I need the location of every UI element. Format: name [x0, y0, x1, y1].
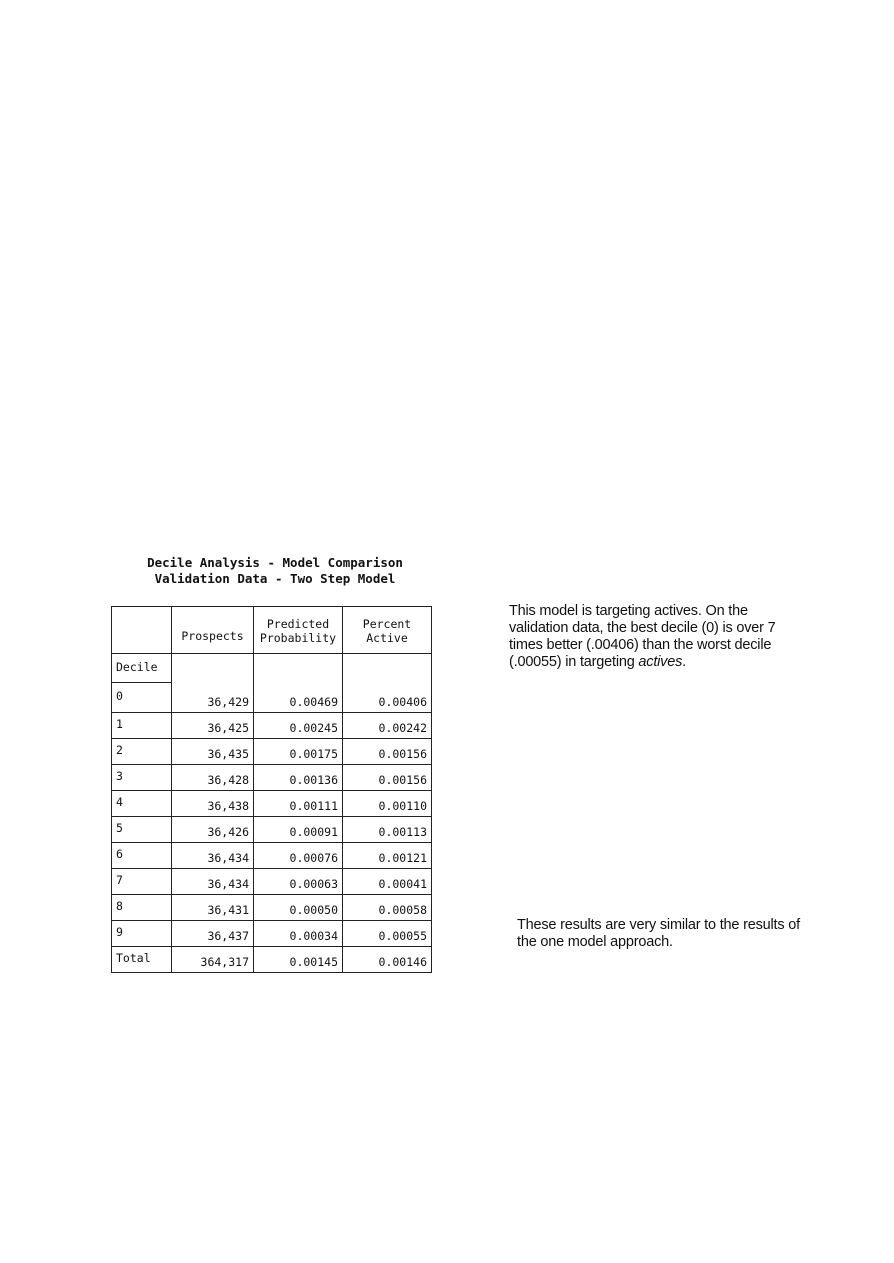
header-percent-line2: Active	[366, 631, 408, 645]
table-row	[112, 921, 432, 947]
table-row	[112, 713, 432, 739]
cell-predicted: 0.00175	[254, 739, 343, 765]
cell-total-percent: 0.00146	[343, 947, 432, 973]
table-total-row	[112, 947, 432, 973]
cell-prospects: 36,435	[172, 739, 254, 765]
note-targeting-actives	[509, 603, 809, 671]
cell-predicted: 0.00469	[254, 654, 343, 713]
cell-total-predicted: 0.00145	[254, 947, 343, 973]
cell-percent: 0.00406	[343, 654, 432, 713]
cell-prospects: 36,434	[172, 869, 254, 895]
cell-decile: 7	[112, 869, 172, 895]
cell-decile: 2	[112, 739, 172, 765]
note1-text: This model is targeting actives. On the validation data, the best decile (0) is over 7 times better (.00406) than the worst decile (.00055) in targeting	[509, 603, 776, 670]
decile-label-row	[112, 654, 432, 683]
cell-prospects: 36,429	[172, 654, 254, 713]
cell-percent: 0.00156	[343, 739, 432, 765]
header-percent-active	[343, 607, 432, 654]
cell-predicted: 0.00034	[254, 921, 343, 947]
cell-total-prospects: 364,317	[172, 947, 254, 973]
header-percent-line1: Percent	[362, 617, 412, 631]
cell-percent: 0.00121	[343, 843, 432, 869]
cell-prospects: 36,428	[172, 765, 254, 791]
cell-decile: 5	[112, 817, 172, 843]
cell-decile: 1	[112, 713, 172, 739]
cell-percent: 0.00058	[343, 895, 432, 921]
table-row	[112, 869, 432, 895]
note1-emphasis: actives	[638, 654, 683, 670]
cell-prospects: 36,425	[172, 713, 254, 739]
cell-prospects: 36,426	[172, 817, 254, 843]
row-header-decile: Decile	[112, 654, 172, 683]
report-title: Decile Analysis - Model Comparison	[147, 555, 403, 570]
cell-decile: 6	[112, 843, 172, 869]
cell-predicted: 0.00063	[254, 869, 343, 895]
cell-predicted: 0.00136	[254, 765, 343, 791]
table-row	[112, 843, 432, 869]
cell-decile: 4	[112, 791, 172, 817]
report-subtitle: Validation Data - Two Step Model	[154, 571, 396, 586]
cell-percent: 0.00041	[343, 869, 432, 895]
note1-end: .	[682, 654, 686, 670]
table-row	[112, 765, 432, 791]
table-row	[112, 739, 432, 765]
header-predicted-line2: Probability	[259, 631, 337, 645]
cell-percent: 0.00055	[343, 921, 432, 947]
header-corner	[112, 607, 172, 654]
note-similar-results: These results are very similar to the results of the one model approach.	[517, 917, 800, 950]
cell-prospects: 36,431	[172, 895, 254, 921]
table-row	[112, 791, 432, 817]
decile-table	[111, 606, 432, 973]
header-predicted-line1: Predicted	[266, 617, 330, 631]
cell-decile: 3	[112, 765, 172, 791]
cell-predicted: 0.00091	[254, 817, 343, 843]
cell-decile: 9	[112, 921, 172, 947]
cell-decile: 8	[112, 895, 172, 921]
table-header-row	[112, 607, 432, 654]
cell-prospects: 36,438	[172, 791, 254, 817]
table-row	[112, 895, 432, 921]
cell-decile: 0	[112, 683, 172, 713]
header-prospects: Prospects	[172, 607, 254, 654]
header-predicted-probability	[254, 607, 343, 654]
cell-predicted: 0.00245	[254, 713, 343, 739]
cell-percent: 0.00242	[343, 713, 432, 739]
table-row	[112, 817, 432, 843]
cell-predicted: 0.00076	[254, 843, 343, 869]
cell-predicted: 0.00111	[254, 791, 343, 817]
report-titles	[110, 555, 440, 587]
cell-predicted: 0.00050	[254, 895, 343, 921]
cell-percent: 0.00156	[343, 765, 432, 791]
cell-percent: 0.00113	[343, 817, 432, 843]
cell-percent: 0.00110	[343, 791, 432, 817]
cell-total-label: Total	[112, 947, 172, 973]
cell-prospects: 36,437	[172, 921, 254, 947]
cell-prospects: 36,434	[172, 843, 254, 869]
